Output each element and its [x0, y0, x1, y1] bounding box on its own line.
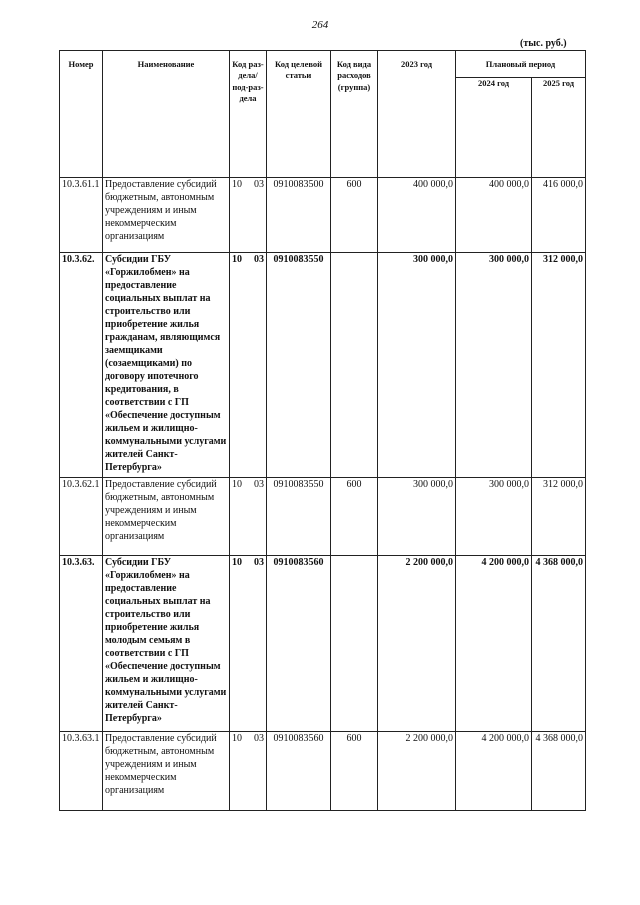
row-number: 10.3.62.	[60, 253, 103, 478]
row-2025: 4 368 000,0	[532, 556, 586, 732]
table-row	[60, 253, 586, 478]
header-2025: 2025 год	[532, 78, 586, 178]
row-target-code: 0910083550	[267, 478, 331, 556]
row-2023: 2 200 000,0	[378, 556, 456, 732]
row-section-code	[230, 732, 267, 811]
row-target-code: 0910083560	[267, 556, 331, 732]
table-row	[60, 556, 586, 732]
row-expense-code	[331, 556, 378, 732]
rz: 10	[232, 179, 242, 190]
table-row	[60, 478, 586, 556]
row-section-code	[230, 556, 267, 732]
row-target-code: 0910083560	[267, 732, 331, 811]
row-2024: 300 000,0	[456, 253, 532, 478]
rz: 10	[232, 733, 242, 744]
row-target-code: 0910083550	[267, 253, 331, 478]
row-2023: 300 000,0	[378, 253, 456, 478]
row-2025: 312 000,0	[532, 253, 586, 478]
row-2025: 416 000,0	[532, 178, 586, 253]
row-2024: 4 200 000,0	[456, 732, 532, 811]
row-2025: 4 368 000,0	[532, 732, 586, 811]
row-section-code	[230, 178, 267, 253]
header-number: Номер	[60, 51, 103, 178]
table-row	[60, 732, 586, 811]
pr: 03	[254, 733, 264, 744]
row-name: Предоставление субсидий бюджетным, автономным учреждениям и иным некоммерческим организациям	[103, 732, 230, 811]
pr: 03	[254, 179, 264, 190]
page-number: 264	[311, 19, 329, 31]
header-2023: 2023 год	[378, 51, 456, 178]
header-2024: 2024 год	[456, 78, 532, 178]
units-label: (тыс. руб.)	[520, 38, 567, 49]
table-row	[60, 178, 586, 253]
row-number: 10.3.63.	[60, 556, 103, 732]
header-expense-code: Код вида расходов (группа)	[331, 51, 378, 178]
row-2024: 4 200 000,0	[456, 556, 532, 732]
row-2024: 300 000,0	[456, 478, 532, 556]
header-section-code: Код раз-дела/ под-раз-дела	[230, 51, 267, 178]
row-2023: 300 000,0	[378, 478, 456, 556]
row-expense-code	[331, 253, 378, 478]
row-expense-code: 600	[331, 478, 378, 556]
header-plan-period: Плановый период	[456, 51, 586, 78]
row-name: Предоставление субсидий бюджетным, автономным учреждениям и иным некоммерческим организациям	[103, 478, 230, 556]
row-2023: 400 000,0	[378, 178, 456, 253]
pr: 03	[254, 557, 264, 568]
row-2024: 400 000,0	[456, 178, 532, 253]
rz: 10	[232, 254, 242, 265]
table-header-row	[60, 51, 586, 78]
pr: 03	[254, 479, 264, 490]
row-name: Субсидии ГБУ «Горжилобмен» на предоставление социальных выплат на строительство или приобретение жилья молодым семьям в соответствии с ГП «Обеспечение доступным жильем и жилищно-коммунальными услугами жителей Санкт-Петербурга»	[103, 556, 230, 732]
row-name: Предоставление субсидий бюджетным, автономным учреждениям и иным некоммерческим организациям	[103, 178, 230, 253]
pr: 03	[254, 254, 264, 265]
row-section-code	[230, 478, 267, 556]
row-number: 10.3.61.1	[60, 178, 103, 253]
rz: 10	[232, 557, 242, 568]
row-expense-code: 600	[331, 178, 378, 253]
header-target-code: Код целевой статьи	[267, 51, 331, 178]
row-2025: 312 000,0	[532, 478, 586, 556]
row-section-code	[230, 253, 267, 478]
row-number: 10.3.63.1	[60, 732, 103, 811]
header-name: Наименование	[103, 51, 230, 178]
budget-table	[59, 50, 586, 811]
row-number: 10.3.62.1	[60, 478, 103, 556]
row-name: Субсидии ГБУ «Горжилобмен» на предоставление социальных выплат на строительство или приобретение жилья гражданам, являющимся заемщиками (созаемщиками) по договору ипотечного кредитования, в соответствии с ГП «Обеспечение доступным жильем и жилищно-коммунальными услугами жителей Санкт-Петербурга»	[103, 253, 230, 478]
row-2023: 2 200 000,0	[378, 732, 456, 811]
row-expense-code: 600	[331, 732, 378, 811]
rz: 10	[232, 479, 242, 490]
row-target-code: 0910083500	[267, 178, 331, 253]
